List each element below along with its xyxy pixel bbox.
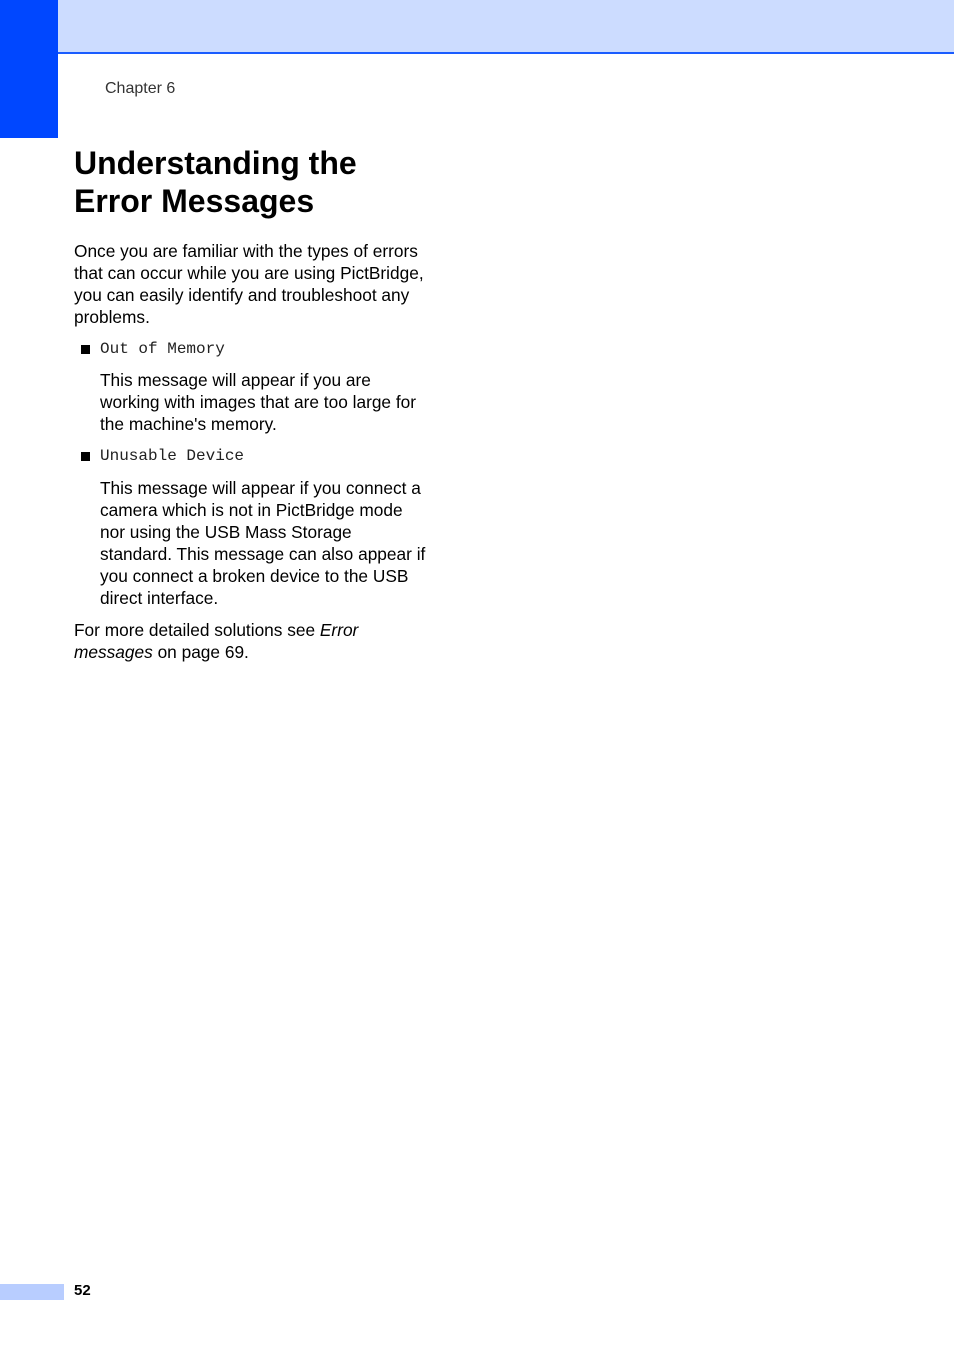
error-description [100,369,460,435]
title-line-2: Error Messages [74,183,315,219]
intro-paragraph [74,240,454,328]
description-line: working with images that are too large for [100,392,417,412]
intro-line: that can occur while you are using PictBridge, [74,263,424,283]
title-line-1: Understanding the [74,145,357,181]
chapter-label: Chapter 6 [105,80,176,97]
square-bullet-icon [81,452,90,461]
bullet-item-out-of-memory [81,340,225,358]
description-line: This message will appear if you are [100,370,371,390]
footer-band [0,1284,64,1300]
error-label: Unusable Device [100,447,245,465]
chapter-tab [0,0,58,138]
error-description [100,477,460,609]
page-title [74,144,494,220]
square-bullet-icon [81,345,90,354]
error-label: Out of Memory [100,340,225,358]
closing-suffix: on page 69. [152,642,249,662]
closing-line-1 [74,619,454,641]
description-line: the machine's memory. [100,414,277,434]
description-line: This message will appear if you connect a [100,478,421,498]
description-line: camera which is not in PictBridge mode [100,500,403,520]
description-line: you connect a broken device to the USB [100,566,409,586]
description-line: nor using the USB Mass Storage [100,522,352,542]
closing-prefix: For more detailed solutions see [74,620,320,640]
bullet-item-unusable-device [81,447,244,465]
intro-line: you can easily identify and troubleshoot any [74,285,410,305]
cross-reference-link[interactable]: Error [319,620,359,640]
intro-line: problems. [74,307,150,327]
description-line: standard. This message can also appear if [100,544,426,564]
cross-reference-link[interactable]: messages [74,642,153,662]
header-band [0,0,954,54]
closing-paragraph [74,619,454,663]
description-line: direct interface. [100,588,219,608]
page-number: 52 [74,1282,91,1299]
intro-line: Once you are familiar with the types of errors [74,241,418,261]
closing-line-2 [74,641,454,663]
